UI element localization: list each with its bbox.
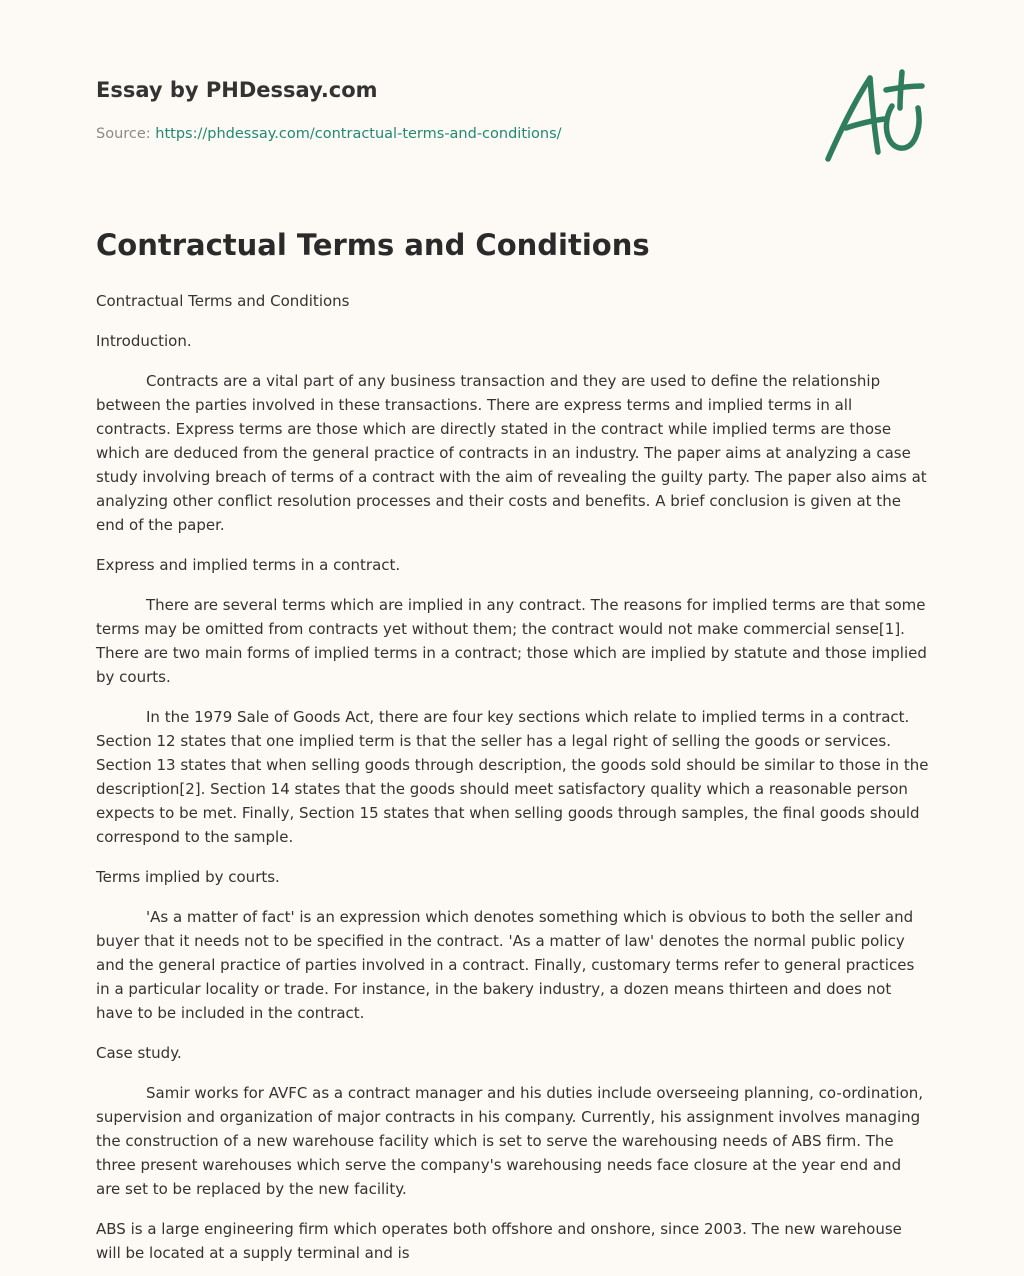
page-header <box>96 76 796 144</box>
body-paragraph: There are several terms which are implied in any contract. The reasons for implied terms are that some terms may be omitted from contracts yet without them; the contract would not make commercial sense[1]. There are two main forms of implied terms in a contract; those which are implied by statute and those implied by courts. <box>96 596 927 686</box>
section-heading: Express and implied terms in a contract. <box>96 556 401 574</box>
section-heading: Case study. <box>96 1044 182 1062</box>
body-paragraph: Samir works for AVFC as a contract manager and his duties include overseeing planning, co-ordination, supervision and organization of major contracts in his company. Currently, his assignment involves managing the construction of a new warehouse facility which is set to serve the warehousing needs of ABS firm. The three present warehouses which serve the company's warehousing needs face closure at the year end and are set to be replaced by the new facility. <box>96 1084 924 1198</box>
essay-body <box>96 289 930 1265</box>
source-line <box>96 124 796 144</box>
body-paragraph: 'As a matter of fact' is an expression which denotes something which is obvious to both the seller and buyer that it needs not to be specified in the contract. 'As a matter of law' denotes the normal public policy and the general practice of parties involved in a contract. Finally, customary terms refer to general practices in a particular locality or trade. For instance, in the bakery industry, a dozen means thirteen and does not have to be included in the contract. <box>96 908 915 1022</box>
source-label: Source: <box>96 126 156 142</box>
a-plus-logo-icon <box>818 64 930 168</box>
body-paragraph: In the 1979 Sale of Goods Act, there are four key sections which relate to implied terms in a contract. Section 12 states that one implied term is that the seller has a legal right of selling the goods or services. Section 13 states that when selling goods through description, the goods sold should be similar to those in the description[2]. Section 14 states that the goods should meet satisfactory quality which a reasonable person expects to be met. Finally, Section 15 states that when selling goods through samples, the final goods should correspond to the sample. <box>96 708 929 846</box>
essay-content <box>96 226 930 1276</box>
section-heading: Introduction. <box>96 332 192 350</box>
section-heading: Contractual Terms and Conditions <box>96 292 350 310</box>
body-paragraph: Contracts are a vital part of any business transaction and they are used to define the relationship between the parties involved in these transactions. There are express terms and implied terms in all contracts. Express terms are those which are directly stated in the contract while implied terms are those which are deduced from the general practice of contracts in an industry. The paper aims at analyzing a case study involving breach of terms of a contract with the aim of revealing the guilty party. The paper also aims at analyzing other conflict resolution processes and their costs and benefits. A brief conclusion is given at the end of the paper. <box>96 372 927 534</box>
source-link[interactable]: https://phdessay.com/contractual-terms-and-conditions/ <box>155 126 562 142</box>
essay-title: Contractual Terms and Conditions <box>96 228 650 262</box>
site-brand: Essay by PHDessay.com <box>96 78 378 102</box>
section-heading: ABS is a large engineering firm which operates both offshore and onshore, since 2003. The new warehouse will be located at a supply terminal and is <box>96 1220 902 1262</box>
section-heading: Terms implied by courts. <box>96 868 280 886</box>
